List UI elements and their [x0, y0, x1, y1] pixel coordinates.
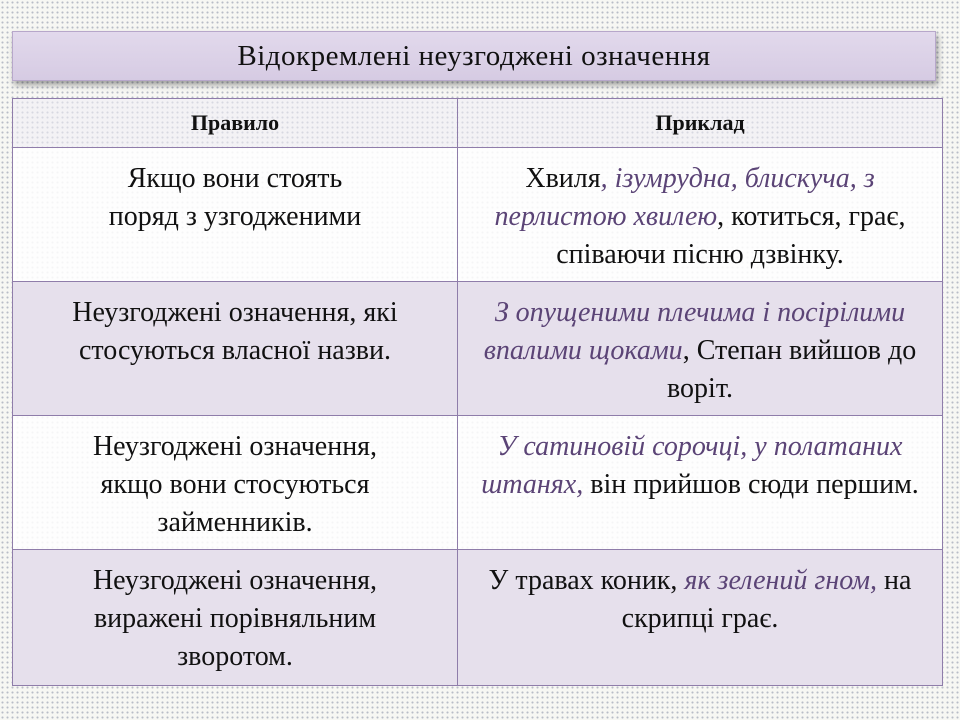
rule-line: поряд з узгодженими	[108, 201, 362, 232]
example-highlighted-text: як зелений гном,	[684, 565, 878, 596]
slide-title-text: Відокремлені неузгоджені означення	[237, 39, 711, 72]
example-text: У травах коник,	[488, 565, 685, 596]
rule-line: Неузгоджені означення, які	[72, 297, 398, 328]
example-cell	[458, 282, 943, 416]
example-text: Хвиля	[525, 163, 601, 194]
slide-title	[12, 31, 936, 81]
example-highlighted-text: З опущеними плечима і посірілими впалими щоками	[483, 297, 906, 366]
example-text: він прийшов сюди першим.	[583, 469, 919, 500]
rules-table	[12, 98, 943, 686]
rule-cell	[13, 282, 458, 416]
rule-line: якщо вони стосуються	[100, 469, 370, 500]
rule-cell	[13, 416, 458, 550]
rule-line: Неузгоджені означення,	[92, 431, 378, 462]
table-row	[13, 282, 943, 416]
rule-line: стосуються власної назви.	[78, 335, 392, 366]
rule-line: зворотом.	[177, 641, 293, 672]
table-row	[13, 416, 943, 550]
example-text: , котиться, грає, співаючи пісню дзвінку.	[556, 201, 906, 270]
rule-line: виражені порівняльним	[93, 603, 377, 634]
rule-line: Неузгоджені означення,	[92, 565, 378, 596]
table-row	[13, 550, 943, 686]
header-example: Приклад	[458, 99, 943, 148]
rule-line: займенників.	[157, 507, 313, 538]
table-row	[13, 148, 943, 282]
example-cell	[458, 416, 943, 550]
example-text: на скрипці грає.	[621, 565, 912, 634]
example-highlighted-text: У сатиновій сорочці, у полатаних штанях,	[481, 431, 903, 500]
rule-cell	[13, 550, 458, 686]
rule-line: Якщо вони стоять	[127, 163, 343, 194]
rule-cell	[13, 148, 458, 282]
table-header-row	[13, 99, 943, 148]
example-cell	[458, 148, 943, 282]
example-cell	[458, 550, 943, 686]
header-rule: Правило	[13, 99, 458, 148]
example-text: , Степан вийшов до воріт.	[667, 335, 917, 404]
table-body	[13, 148, 943, 686]
example-highlighted-text: , ізумрудна, блискуча, з перлистою хвилею	[494, 163, 875, 232]
